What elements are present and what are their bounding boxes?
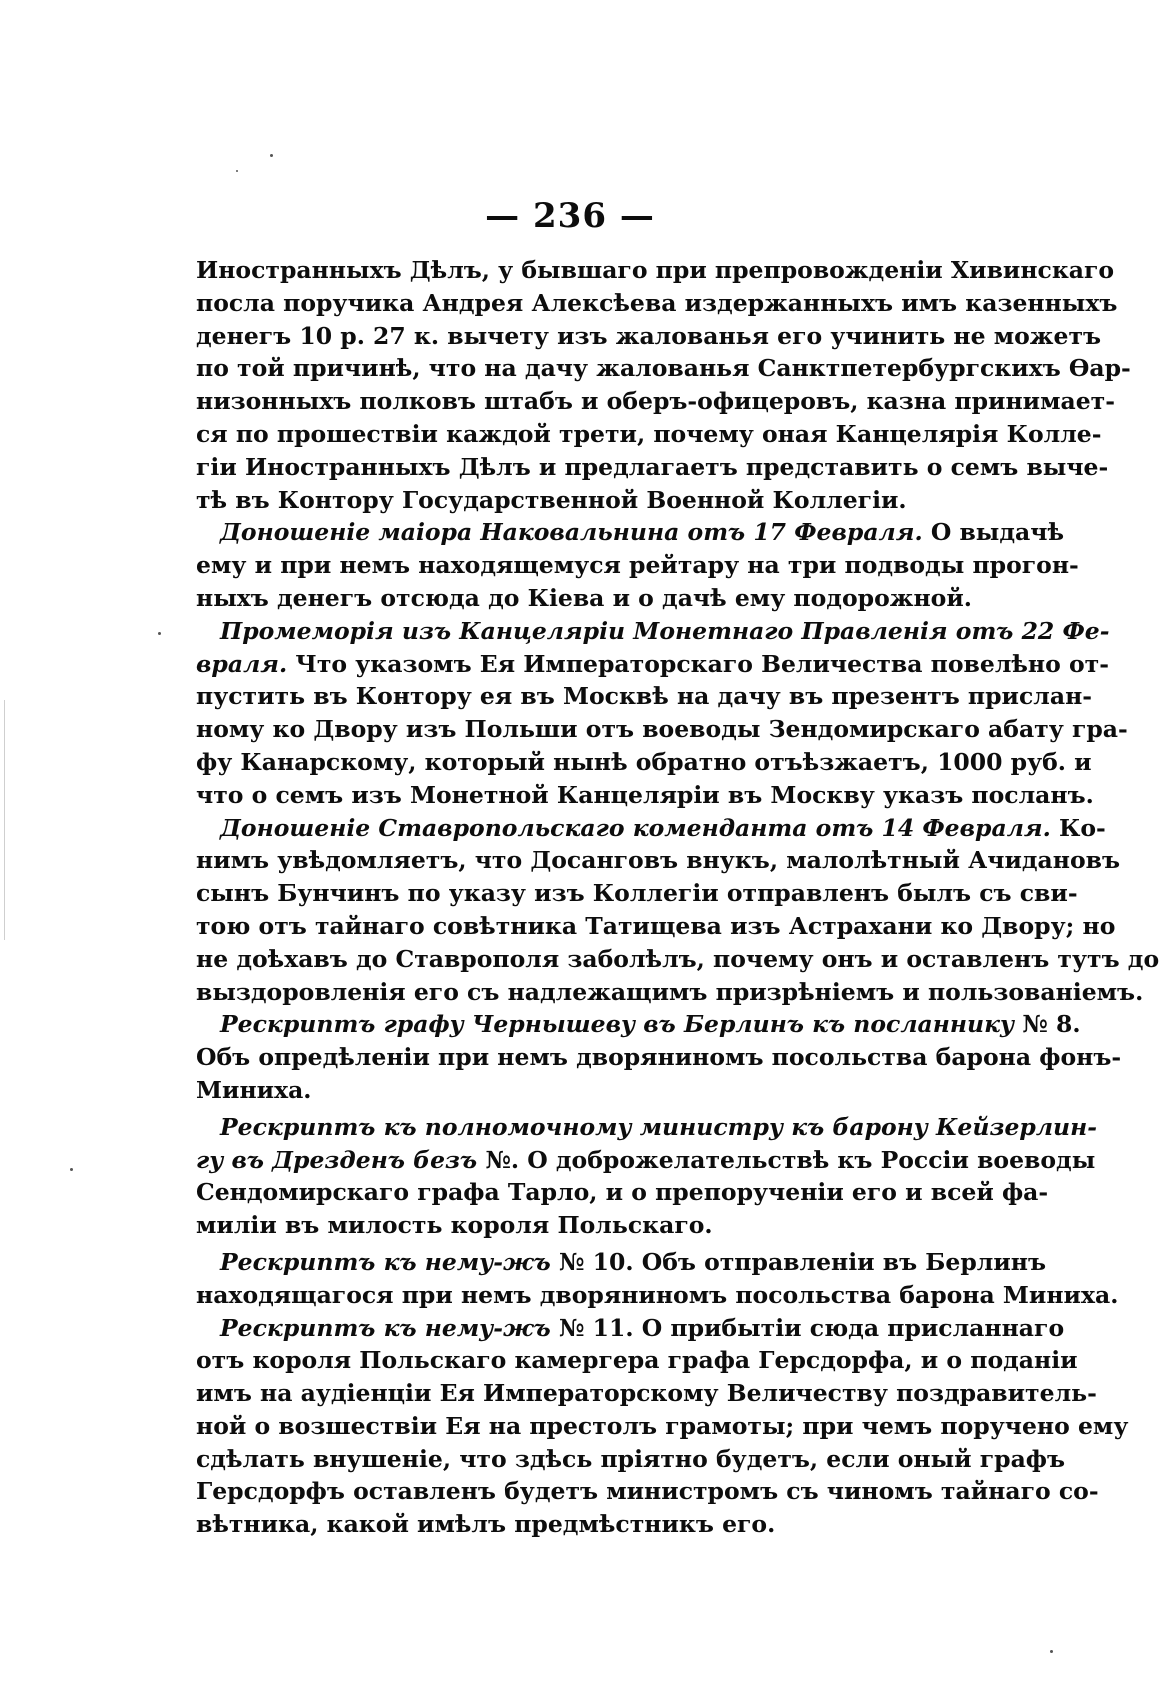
- text-line: [196, 582, 972, 615]
- line-text: Что указомъ Ея Императорскаго Величества повелѣно от-: [287, 649, 1109, 678]
- print-speck: [270, 154, 273, 157]
- line-text: денегъ 10 р. 27 к. вычету изъ жалованья его учинить не можетъ: [196, 321, 1102, 350]
- text-line: [196, 1111, 1098, 1144]
- text-line: [196, 1041, 1122, 1074]
- line-text: не доѣхавъ до Ставрополя заболѣлъ, почему онъ и оставленъ тутъ до: [196, 944, 1159, 973]
- text-line: [196, 451, 1109, 484]
- text-line: [196, 1443, 1066, 1476]
- text-line: [196, 910, 1116, 943]
- text-line: [196, 812, 1106, 845]
- text-line: [196, 1475, 1099, 1508]
- text-line: [196, 877, 1078, 910]
- print-speck: [158, 632, 161, 635]
- line-text: отъ короля Польскаго камергера графа Герсдорфа, и о поданіи: [196, 1346, 1078, 1375]
- text-line: [196, 254, 1115, 287]
- line-text: низонныхъ полковъ штабъ и оберъ-офицеровъ, казна принимает-: [196, 387, 1115, 416]
- text-line: [196, 516, 1064, 549]
- print-speck: [1050, 1650, 1053, 1653]
- text-line: [196, 1410, 1129, 1443]
- text-line: [196, 615, 1110, 648]
- document-heading: Рескриптъ графу Чернышеву въ Берлинъ къ посланнику: [220, 1010, 1015, 1039]
- line-text: тою отъ тайнаго совѣтника Татищева изъ Астрахани ко Двору; но: [196, 911, 1116, 940]
- document-heading: Рескриптъ къ полномочному министру къ барону Кейзерлин-: [220, 1112, 1098, 1141]
- line-text: ной о возшествіи Ея на престолъ грамоты; при чемъ поручено ему: [196, 1411, 1129, 1440]
- line-text: Иностранныхъ Дѣлъ, у бывшаго при препровожденіи Хивинскаго: [196, 256, 1115, 284]
- line-text: нимъ увѣдомляетъ, что Досанговъ внукъ, малолѣтный Ачидановъ: [196, 846, 1120, 875]
- main-text: [196, 254, 1159, 1541]
- document-heading: Доношеніе маіора Наковальнина отъ 17 Февраля.: [220, 518, 923, 547]
- line-text: ему и при немъ находящемуся рейтару на три подводы прогон-: [196, 551, 1079, 580]
- document-heading: Промеморія изъ Канцеляріи Монетнаго Правленія отъ 22 Фе-: [220, 616, 1110, 645]
- line-text: № 11. О прибытіи сюда присланнаго: [550, 1313, 1065, 1342]
- text-line: [196, 287, 1118, 320]
- text-line: [196, 1008, 1081, 1041]
- line-text: сынъ Бунчинъ по указу изъ Коллегіи отправленъ былъ съ сви-: [196, 879, 1078, 908]
- line-text: ныхъ денегъ отсюда до Кіева и о дачѣ ему подорожной.: [196, 583, 972, 612]
- print-speck: [236, 170, 238, 172]
- line-text: фу Канарскому, который нынѣ обратно отъѣзжаетъ, 1000 руб. и: [196, 747, 1092, 776]
- text-line: [196, 844, 1120, 877]
- text-line: [196, 549, 1079, 582]
- line-text: гіи Иностранныхъ Дѣлъ и предлагаетъ представить о семъ выче-: [196, 452, 1109, 481]
- text-line: [196, 976, 1144, 1009]
- text-line: [196, 943, 1159, 976]
- text-line: [196, 1377, 1097, 1410]
- line-text: Герсдорфъ оставленъ будетъ министромъ съ чиномъ тайнаго со-: [196, 1477, 1099, 1506]
- text-line: [196, 418, 1102, 451]
- text-line: [196, 1209, 968, 1242]
- line-text: по той причинѣ, что на дачу жалованья Санктпетербургскихъ Ѳар-: [196, 354, 1131, 383]
- line-text: выздоровленія его съ надлежащимъ призрѣніемъ и пользованіемъ.: [196, 977, 1144, 1006]
- text-line: [196, 1144, 1096, 1177]
- text-line: [196, 352, 1131, 385]
- line-text: № 10. Объ отправленіи въ Берлинъ: [550, 1247, 1046, 1276]
- line-text: пустить въ Контору ея въ Москвѣ на дачу въ презентъ прислан-: [196, 682, 1093, 711]
- print-speck: [70, 1168, 73, 1171]
- line-text: ся по прошествіи каждой трети, почему оная Канцелярія Колле-: [196, 419, 1102, 448]
- line-text: что о семъ изъ Монетной Канцеляріи въ Москву указъ посланъ.: [196, 780, 1094, 809]
- text-line: [196, 648, 1109, 681]
- line-text: Ко-: [1050, 813, 1106, 842]
- line-text: находящагося при немъ дворяниномъ посольства барона Миниха.: [196, 1280, 1119, 1309]
- text-line: [196, 713, 1128, 746]
- line-text: сдѣлать внушеніе, что здѣсь пріятно будетъ, если оный графъ: [196, 1444, 1066, 1473]
- text-line: [196, 1074, 968, 1107]
- line-text: Объ опредѣленіи при немъ дворяниномъ посольства барона фонъ-: [196, 1043, 1122, 1072]
- text-line: [196, 680, 1093, 713]
- line-text: Сендомирскаго графа Тарло, и о препорученіи его и всей фа-: [196, 1178, 1049, 1207]
- text-line: [196, 779, 1094, 812]
- line-text: имъ на аудіенціи Ея Императорскому Величеству поздравитель-: [196, 1379, 1097, 1408]
- text-line: [196, 484, 968, 517]
- line-text: вѣтника, какой имѣлъ предмѣстникъ его.: [196, 1510, 776, 1539]
- line-text: тѣ въ Контору Государственной Военной Коллегіи.: [196, 485, 907, 514]
- document-heading: гу въ Дрезденъ безъ: [196, 1145, 478, 1174]
- text-line: [196, 1279, 1119, 1312]
- text-line: [196, 1344, 1078, 1377]
- line-text: миліи въ милость короля Польскаго.: [196, 1211, 713, 1240]
- text-line: [196, 746, 1092, 779]
- line-text: посла поручика Андрея Алексѣева издержанныхъ имъ казенныхъ: [196, 288, 1118, 317]
- text-line: [196, 385, 1115, 418]
- line-text: Миниха.: [196, 1075, 312, 1104]
- page-number: — 236 —: [485, 196, 655, 236]
- line-text: № 8.: [1014, 1010, 1081, 1039]
- document-heading: Рескриптъ къ нему-жъ: [220, 1313, 551, 1342]
- text-line: [196, 1246, 1046, 1279]
- text-line: [196, 1176, 1049, 1209]
- text-line: [196, 1312, 1065, 1345]
- line-text: О выдачѣ: [922, 518, 1064, 547]
- line-text: №. О доброжелательствѣ къ Россіи воеводы: [477, 1145, 1096, 1174]
- text-line: [196, 320, 1102, 353]
- document-heading: Рескриптъ къ нему-жъ: [220, 1247, 551, 1276]
- text-line: [196, 1508, 968, 1541]
- document-heading: враля.: [196, 649, 288, 678]
- document-heading: Доношеніе Ставропольскаго коменданта отъ 14 Февраля.: [220, 813, 1051, 842]
- scan-margin-line: [4, 700, 5, 940]
- line-text: ному ко Двору изъ Польши отъ воеводы Зендомирскаго абату гра-: [196, 715, 1128, 744]
